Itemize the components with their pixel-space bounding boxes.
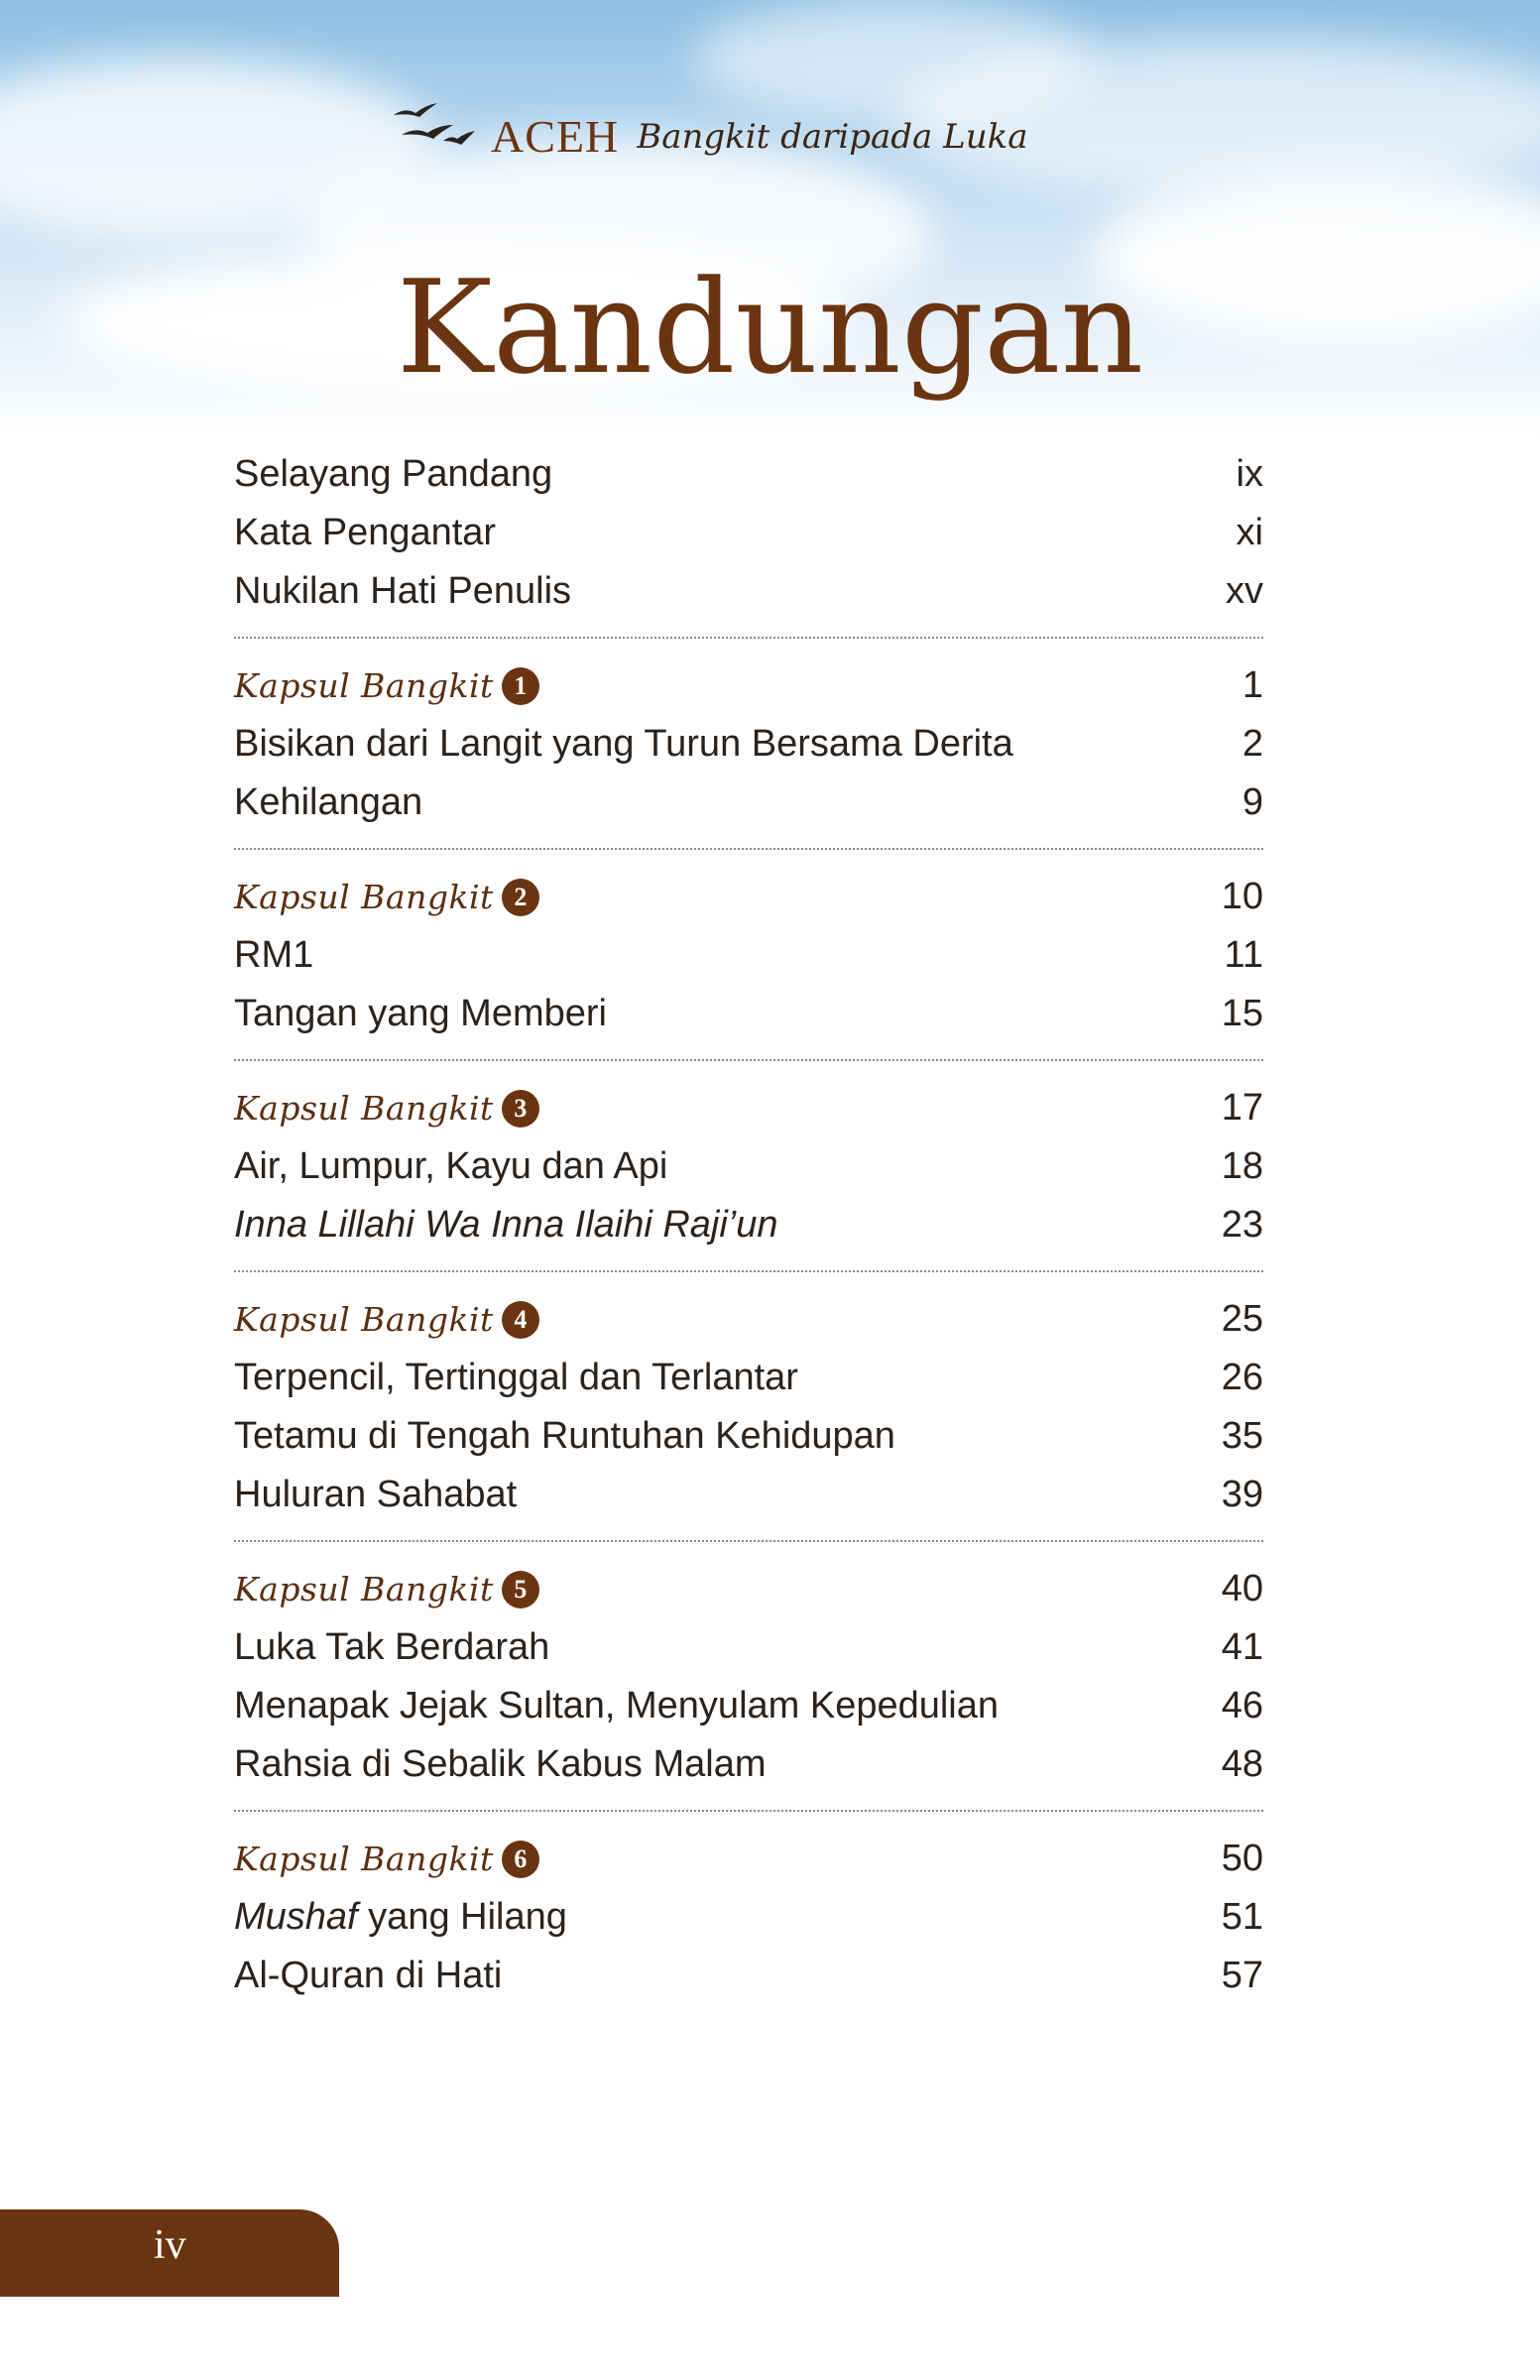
toc-entry-page: 10 <box>1221 876 1263 917</box>
capsule-heading-4[interactable] <box>234 1290 1263 1349</box>
toc-entry-page: xi <box>1236 512 1263 553</box>
toc-entry[interactable] <box>234 774 1263 832</box>
dotted-divider <box>234 1059 1263 1061</box>
toc-entry-page: 40 <box>1221 1568 1263 1609</box>
toc-entry-label: Menapak Jejak Sultan, Menyulam Kepedulian <box>234 1685 1000 1726</box>
toc-entry-label: Kehilangan <box>234 781 423 823</box>
toc-entry-label-italic: Mushaf <box>234 1896 358 1938</box>
toc-entry-label: Nukilan Hati Penulis <box>234 570 572 612</box>
toc-entry[interactable] <box>234 504 1263 562</box>
toc-entry-label: Bisikan dari Langit yang Turun Bersama Derita <box>234 723 1013 765</box>
toc-entry[interactable] <box>234 562 1263 621</box>
toc-entry-label-rest: yang Hilang <box>357 1896 567 1938</box>
toc-entry-label: Luka Tak Berdarah <box>234 1626 550 1668</box>
toc-entry-page: 2 <box>1242 723 1263 765</box>
toc-entry[interactable] <box>234 1196 1263 1254</box>
capsule-heading-5[interactable] <box>234 1560 1263 1618</box>
toc-entry-page: 17 <box>1221 1087 1263 1129</box>
capsule-label: Kapsul Bangkit <box>234 666 494 705</box>
toc-entry[interactable] <box>234 1735 1263 1794</box>
capsule-label: Kapsul Bangkit <box>234 1300 494 1339</box>
toc-entry-page: 23 <box>1221 1204 1263 1246</box>
toc-entry-page: 25 <box>1221 1298 1263 1340</box>
toc-entry-label: Air, Lumpur, Kayu dan Api <box>234 1145 668 1187</box>
toc-entry-label: Huluran Sahabat <box>234 1474 518 1515</box>
toc-entry-page: 18 <box>1221 1145 1263 1187</box>
capsule-heading-2[interactable] <box>234 868 1263 926</box>
capsule-label: Kapsul Bangkit <box>234 1570 494 1608</box>
dotted-divider <box>234 1810 1263 1812</box>
toc-entry-page: 9 <box>1242 781 1263 823</box>
toc-entry-page: 26 <box>1221 1357 1263 1398</box>
capsule-label: Kapsul Bangkit <box>234 878 494 916</box>
capsule-label: Kapsul Bangkit <box>234 1840 494 1878</box>
capsule-number-badge: 3 <box>502 1090 539 1128</box>
toc-entry-page: 11 <box>1224 934 1263 976</box>
toc-entry-page: ix <box>1236 453 1263 495</box>
toc-entry[interactable] <box>234 1349 1263 1407</box>
toc-entry-label: Al-Quran di Hati <box>234 1955 503 1996</box>
toc-entry-label: Kata Pengantar <box>234 512 497 553</box>
toc-entry[interactable] <box>234 1677 1263 1735</box>
brand-title: ACEH <box>491 110 620 162</box>
toc-entry[interactable] <box>234 926 1263 985</box>
toc-entry-page: 57 <box>1221 1955 1263 1996</box>
toc-entry-label: RM1 <box>234 934 314 976</box>
toc-entry-label: Inna Lillahi Wa Inna Ilaihi Raji’un <box>234 1204 778 1246</box>
capsule-heading-3[interactable] <box>234 1079 1263 1137</box>
capsule-number-badge: 1 <box>502 667 539 705</box>
toc-entry-page: xv <box>1226 570 1263 612</box>
capsule-number-badge: 6 <box>502 1841 539 1878</box>
toc-entry-label: Tangan yang Memberi <box>234 993 607 1034</box>
toc-entry[interactable] <box>234 1618 1263 1677</box>
toc-entry-label: Selayang Pandang <box>234 453 553 495</box>
toc-entry-label: Rahsia di Sebalik Kabus Malam <box>234 1743 767 1785</box>
capsule-number-badge: 5 <box>502 1571 539 1608</box>
dotted-divider <box>234 1540 1263 1542</box>
birds-icon <box>392 95 481 155</box>
book-header <box>392 85 1028 165</box>
toc-entry-page: 48 <box>1221 1743 1263 1785</box>
toc-entry-page: 50 <box>1221 1838 1263 1879</box>
capsule-heading-6[interactable] <box>234 1830 1263 1888</box>
toc-entry[interactable] <box>234 1888 1263 1947</box>
toc-entry[interactable] <box>234 715 1263 774</box>
toc-entry-page: 15 <box>1221 993 1263 1034</box>
toc-entry[interactable] <box>234 1407 1263 1466</box>
table-of-contents <box>234 445 1263 2005</box>
capsule-label: Kapsul Bangkit <box>234 1089 494 1128</box>
dotted-divider <box>234 637 1263 639</box>
capsule-heading-1[interactable] <box>234 656 1263 715</box>
page-title: Kandungan <box>396 252 1144 403</box>
toc-entry-page: 35 <box>1221 1415 1263 1457</box>
capsule-number-badge: 2 <box>502 879 539 916</box>
toc-entry-label: Terpencil, Tertinggal dan Terlantar <box>234 1357 798 1398</box>
dotted-divider <box>234 1270 1263 1272</box>
toc-entry-label: Tetamu di Tengah Runtuhan Kehidupan <box>234 1415 895 1457</box>
toc-entry[interactable] <box>234 445 1263 504</box>
toc-entry-page: 41 <box>1221 1626 1263 1668</box>
toc-entry[interactable] <box>234 985 1263 1043</box>
toc-entry-page: 46 <box>1221 1685 1263 1726</box>
brand-subtitle: Bangkit daripada Luka <box>637 117 1028 157</box>
toc-entry-page: 51 <box>1221 1896 1263 1938</box>
toc-entry[interactable] <box>234 1137 1263 1196</box>
toc-entry[interactable] <box>234 1466 1263 1524</box>
toc-entry-label <box>234 1896 567 1939</box>
toc-entry-page: 39 <box>1221 1474 1263 1515</box>
toc-entry-page: 1 <box>1242 664 1263 706</box>
page-number: iv <box>154 2222 186 2268</box>
dotted-divider <box>234 848 1263 850</box>
capsule-number-badge: 4 <box>502 1301 539 1339</box>
toc-entry[interactable] <box>234 1947 1263 2005</box>
